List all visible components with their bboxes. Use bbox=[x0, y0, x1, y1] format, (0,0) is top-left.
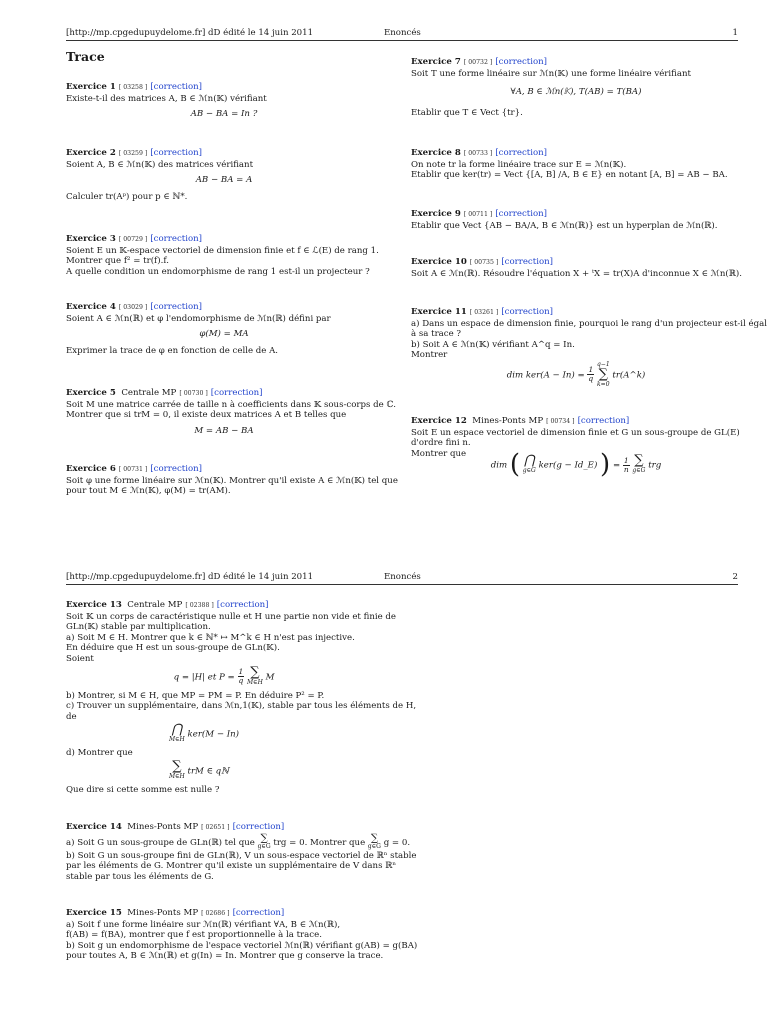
right-paren: ) bbox=[600, 450, 611, 481]
equation-lhs: dim ker(A − In) = bbox=[506, 370, 585, 381]
exercise-3 bbox=[66, 234, 382, 277]
exercise-label: Exercice 5 bbox=[66, 388, 116, 398]
statement-line: pour tout M ∈ ℳn(𝕂), φ(M) = tr(AM). bbox=[66, 486, 231, 497]
exercise-14 bbox=[66, 822, 417, 882]
sum-operator bbox=[168, 758, 185, 781]
intersection-operator bbox=[169, 724, 185, 744]
exercise-heading bbox=[66, 908, 382, 920]
intersection-index: g∈G bbox=[522, 467, 536, 475]
exercise-label: Exercice 15 bbox=[66, 908, 122, 918]
statement-line: A quelle condition un endomorphisme de rang 1 est-il un projecteur ? bbox=[66, 266, 370, 277]
statement-line: à sa trace ? bbox=[411, 329, 462, 340]
exercise-ref: [ 02651 ] bbox=[201, 824, 230, 831]
statement-line: Soient A, B ∈ ℳn(𝕂) des matrices vérifiant bbox=[66, 159, 254, 170]
statement-line: Que dire si cette somme est nulle ? bbox=[66, 784, 220, 795]
equation-rhs: trg bbox=[648, 460, 662, 471]
intersection-symbol: ⋂ bbox=[523, 453, 535, 469]
statement-line: de bbox=[66, 711, 77, 722]
sum-lower-limit: M∈H bbox=[168, 772, 185, 780]
statement-line: Soient bbox=[66, 653, 94, 664]
exercise-12 bbox=[411, 416, 741, 481]
sigma-symbol: ∑ bbox=[172, 758, 182, 774]
exercise-13 bbox=[66, 600, 417, 796]
statement-line: f(AB) = f(BA), montrer que f est proportionnelle à la trace. bbox=[66, 930, 322, 941]
display-equation: M = AB − BA bbox=[194, 425, 254, 436]
statement-line: Soit T une forme linéaire sur ℳn(𝕂) une forme linéaire vérifiant bbox=[411, 68, 691, 79]
page-title: Trace bbox=[66, 49, 105, 64]
exercise-label: Exercice 10 bbox=[411, 257, 467, 267]
statement-line: Montrer que f² = tr(f).f. bbox=[66, 256, 169, 267]
statement-line: Etablir que Vect {AB − BA/A, B ∈ ℳn(ℝ)} est un hyperplan de ℳn(ℝ). bbox=[411, 220, 718, 231]
exercise-ref: [ 02686 ] bbox=[201, 910, 230, 917]
sum-lower-limit: g∈G bbox=[367, 842, 381, 850]
exercise-ref: [ 00729 ] bbox=[118, 236, 148, 243]
correction-link[interactable]: [correction] bbox=[495, 57, 548, 67]
correction-link[interactable]: [correction] bbox=[150, 464, 203, 474]
fraction-denominator: q bbox=[238, 676, 244, 686]
display-equation bbox=[16, 758, 382, 781]
exercise-heading bbox=[66, 822, 382, 834]
statement-line: Existe-t-il des matrices A, B ∈ ℳn(𝕂) vérifiant bbox=[66, 93, 267, 104]
exercise-heading bbox=[411, 57, 741, 69]
statement-line: Soit 𝕂 un corps de caractéristique nulle et H une partie non vide et finie de bbox=[66, 611, 397, 622]
sigma-symbol: ∑ bbox=[634, 453, 644, 469]
statement-line: Montrer que bbox=[411, 448, 467, 459]
sum-operator bbox=[597, 361, 610, 389]
exercise-label: Exercice 3 bbox=[66, 234, 116, 244]
display-equation: φ(M) = MA bbox=[199, 329, 249, 340]
sum-operator bbox=[258, 834, 271, 851]
exercise-9 bbox=[411, 209, 741, 231]
sum-operator bbox=[632, 455, 645, 475]
display-equation: AB − BA = In ? bbox=[190, 109, 258, 120]
correction-link[interactable]: [correction] bbox=[577, 416, 630, 426]
exercise-label: Exercice 14 bbox=[66, 822, 122, 832]
sum-operator bbox=[247, 664, 263, 687]
exercise-ref: [ 03258 ] bbox=[118, 84, 148, 91]
header-source: [http://mp.cpgedupuydelome.fr] dD édité le 14 juin 2011 bbox=[66, 28, 314, 38]
fraction-numerator: 1 bbox=[588, 365, 594, 375]
exercise-source: Mines-Ponts MP bbox=[127, 822, 199, 832]
exercise-ref: [ 03259 ] bbox=[118, 150, 148, 157]
exercise-ref: [ 00711 ] bbox=[463, 211, 493, 218]
exercise-source: Centrale MP bbox=[121, 388, 177, 398]
statement-line: c) Trouver un supplémentaire, dans ℳn,1(𝕂), stable par tous les éléments de H, bbox=[66, 701, 417, 712]
exercise-10 bbox=[411, 257, 741, 279]
exercise-source: Mines-Ponts MP bbox=[472, 416, 544, 426]
page-header bbox=[66, 28, 738, 41]
statement-line: b) Montrer, si M ∈ H, que MP = PM = P. En déduire P² = P. bbox=[66, 690, 325, 701]
header-section: Enoncés bbox=[384, 572, 421, 582]
fraction-denominator: q bbox=[588, 374, 594, 384]
correction-link[interactable]: [correction] bbox=[232, 908, 285, 918]
exercise-heading bbox=[66, 600, 382, 612]
statement-part: g = 0. bbox=[383, 837, 411, 848]
correction-link[interactable]: [correction] bbox=[216, 600, 269, 610]
exercise-label: Exercice 7 bbox=[411, 57, 461, 67]
exercise-label: Exercice 2 bbox=[66, 148, 116, 158]
exercise-heading bbox=[66, 148, 382, 160]
statement-line: b) Soit A ∈ ℳn(𝕂) vérifiant A^q = In. bbox=[411, 339, 575, 350]
exercise-label: Exercice 4 bbox=[66, 302, 116, 312]
statement-line: Calculer tr(Aᵖ) pour p ∈ ℕ*. bbox=[66, 191, 188, 202]
fraction-numerator: 1 bbox=[238, 667, 244, 677]
statement-line: On note tr la forme linéaire trace sur E = ℳn(𝕂). bbox=[411, 159, 627, 170]
statement-line: a) Dans un espace de dimension finie, pourquoi le rang d'un projecteur est-il égal bbox=[411, 318, 767, 329]
dim-operator: dim bbox=[490, 460, 508, 471]
sigma-symbol: ∑ bbox=[250, 664, 260, 680]
correction-link[interactable]: [correction] bbox=[495, 148, 548, 158]
exercise-heading bbox=[66, 302, 382, 314]
intersection-operator bbox=[523, 455, 536, 475]
left-paren: ( bbox=[509, 450, 521, 481]
statement-line: par les éléments de G. Montrer qu'il existe un supplémentaire de V dans ℝⁿ bbox=[66, 861, 397, 872]
exercise-1 bbox=[66, 82, 382, 126]
statement-line: Montrer que si trM = 0, il existe deux matrices A et B telles que bbox=[66, 410, 347, 421]
exercise-heading bbox=[411, 416, 741, 428]
statement-line: d'ordre fini n. bbox=[411, 438, 471, 449]
exercise-15 bbox=[66, 908, 418, 962]
statement-line: Exprimer la trace de φ en fonction de celle de A. bbox=[66, 345, 279, 356]
sum-lower-limit: g∈G bbox=[257, 842, 271, 850]
exercise-source: Mines-Ponts MP bbox=[127, 908, 199, 918]
exercise-label: Exercice 12 bbox=[411, 416, 467, 426]
exercise-heading bbox=[411, 209, 741, 221]
exercise-label: Exercice 9 bbox=[411, 209, 461, 219]
exercise-2 bbox=[66, 148, 382, 202]
statement-part: trg = 0. Montrer que bbox=[273, 837, 366, 848]
intersection-index: M∈H bbox=[168, 736, 185, 744]
statement-line: d) Montrer que bbox=[66, 748, 133, 759]
display-equation: AB − BA = A bbox=[195, 175, 253, 186]
equation-rhs: M bbox=[265, 672, 275, 683]
page-header bbox=[66, 572, 738, 585]
sigma-symbol: ∑ bbox=[598, 366, 608, 382]
exercise-heading bbox=[66, 82, 382, 94]
statement-line: GLn(𝕂) stable par multiplication. bbox=[66, 622, 211, 633]
equation-rhs: trM ∈ qℕ bbox=[187, 766, 230, 777]
exercise-heading bbox=[411, 307, 741, 319]
exercise-ref: [ 03029 ] bbox=[118, 304, 148, 311]
exercise-ref: [ 00731 ] bbox=[118, 466, 148, 473]
exercise-6 bbox=[66, 464, 398, 497]
exercise-label: Exercice 13 bbox=[66, 600, 122, 610]
exercise-ref: [ 00730 ] bbox=[179, 390, 208, 397]
exercise-11 bbox=[411, 307, 767, 389]
page-2 bbox=[0, 568, 768, 1024]
display-equation bbox=[411, 361, 741, 389]
statement-line: Soient E un 𝕂-espace vectoriel de dimension finie et f ∈ ℒ(E) de rang 1. bbox=[66, 245, 379, 256]
statement-line: stable par tous les éléments de G. bbox=[66, 871, 214, 882]
sigma-symbol: ∑ bbox=[260, 832, 268, 844]
statement-line: Soit φ une forme linéaire sur ℳn(𝕂). Montrer qu'il existe A ∈ ℳn(𝕂) tel que bbox=[66, 475, 398, 486]
equation-rhs: tr(A^k) bbox=[612, 370, 646, 381]
sum-upper-limit: q−1 bbox=[596, 360, 610, 368]
statement-line: a) Soit f une forme linéaire sur ℳn(ℝ) vérifiant ∀A, B ∈ ℳn(ℝ), bbox=[66, 919, 341, 930]
correction-link[interactable]: [correction] bbox=[495, 209, 548, 219]
exercise-label: Exercice 8 bbox=[411, 148, 461, 158]
equation-lhs: q = |H| et P = bbox=[173, 672, 235, 683]
exercise-label: Exercice 6 bbox=[66, 464, 116, 474]
exercise-heading bbox=[411, 257, 741, 269]
header-section: Enoncés bbox=[384, 28, 421, 38]
statement-line: b) Soit G un sous-groupe fini de GLn(ℝ), V un sous-espace vectoriel de ℝⁿ stable bbox=[66, 850, 417, 861]
sum-lower-limit: M∈H bbox=[247, 678, 263, 686]
sigma-symbol: ∑ bbox=[370, 832, 378, 844]
correction-link[interactable]: [correction] bbox=[232, 822, 285, 832]
correction-link[interactable]: [correction] bbox=[150, 302, 203, 312]
correction-link[interactable]: [correction] bbox=[150, 82, 203, 92]
exercise-label: Exercice 1 bbox=[66, 82, 116, 92]
fraction bbox=[623, 457, 630, 474]
statement-part: a) Soit G un sous-groupe de GLn(ℝ) tel que bbox=[66, 837, 255, 848]
exercise-ref: [ 02388 ] bbox=[185, 602, 214, 609]
exercise-source: Centrale MP bbox=[127, 600, 183, 610]
exercise-ref: [ 00732 ] bbox=[463, 59, 493, 66]
exercise-heading bbox=[66, 464, 382, 476]
sum-operator bbox=[368, 834, 381, 851]
exercise-ref: [ 00733 ] bbox=[463, 150, 493, 157]
correction-link[interactable]: [correction] bbox=[501, 257, 553, 267]
correction-link[interactable]: [correction] bbox=[150, 234, 203, 244]
kernel-term: ker(M − In) bbox=[187, 729, 240, 740]
exercise-heading bbox=[66, 388, 382, 400]
exercise-8 bbox=[411, 148, 741, 181]
exercise-ref: [ 03261 ] bbox=[469, 309, 499, 316]
exercise-ref: [ 00734 ] bbox=[546, 418, 575, 425]
statement-line: En déduire que H est un sous-groupe de GLn(𝕂). bbox=[66, 643, 280, 654]
fraction-numerator: 1 bbox=[623, 455, 629, 465]
exercise-5 bbox=[66, 388, 397, 442]
statement-line: Etablir que T ∈ Vect {tr}. bbox=[411, 107, 523, 118]
kernel-term: ker(g − Id_E) bbox=[538, 460, 598, 471]
exercise-heading bbox=[411, 148, 741, 160]
exercise-7 bbox=[411, 57, 741, 118]
statement-line: Soient A ∈ ℳn(ℝ) et φ l'endomorphisme de ℳn(ℝ) défini par bbox=[66, 313, 331, 324]
equals-sign: = bbox=[612, 460, 621, 471]
statement-line: a) Soit M ∈ H. Montrer que k ∈ ℕ* ↦ M^k ∈ H n'est pas injective. bbox=[66, 632, 355, 643]
statement-line: Soit A ∈ ℳn(ℝ). Résoudre l'équation X + ᵗX = tr(X)A d'inconnue X ∈ ℳn(ℝ). bbox=[411, 268, 742, 279]
statement-line: Soit M une matrice carrée de taille n à coefficients dans 𝕂 sous-corps de ℂ. bbox=[66, 399, 397, 410]
correction-link[interactable]: [correction] bbox=[210, 388, 263, 398]
display-equation bbox=[26, 724, 382, 744]
exercise-heading bbox=[66, 234, 382, 246]
correction-link[interactable]: [correction] bbox=[501, 307, 553, 317]
exercise-4 bbox=[66, 302, 382, 356]
statement-line bbox=[66, 832, 411, 851]
statement-line: Soit E un espace vectoriel de dimension finie et G un sous-groupe de GL(E) bbox=[411, 427, 740, 438]
statement-line: b) Soit g un endomorphisme de l'espace vectoriel ℳn(ℝ) vérifiant g(AB) = g(BA) bbox=[66, 940, 418, 951]
statement-line: Etablir que ker(tr) = Vect {[A, B] /A, B ∈ E} en notant [A, B] = AB − BA. bbox=[411, 170, 728, 181]
display-equation: ∀A, B ∈ ℳn(𝕂), T(AB) = T(BA) bbox=[510, 87, 642, 98]
fraction bbox=[587, 366, 594, 383]
exercise-label: Exercice 11 bbox=[411, 307, 467, 317]
fraction-denominator: n bbox=[623, 464, 629, 474]
display-equation bbox=[66, 664, 382, 687]
exercise-ref: [ 00735 ] bbox=[469, 259, 499, 266]
statement-line: pour toutes A, B ∈ ℳn(ℝ) et g(In) = In. Montrer que g conserve la trace. bbox=[66, 951, 384, 962]
header-page-number: 2 bbox=[732, 572, 738, 582]
fraction bbox=[238, 668, 245, 685]
sum-lower-limit: k=0 bbox=[597, 380, 610, 388]
statement-line: Montrer bbox=[411, 350, 448, 361]
header-page-number: 1 bbox=[732, 28, 738, 38]
correction-link[interactable]: [correction] bbox=[150, 148, 203, 158]
intersection-symbol: ⋂ bbox=[171, 722, 183, 738]
sum-lower-limit: g∈G bbox=[632, 467, 646, 475]
header-source: [http://mp.cpgedupuydelome.fr] dD édité le 14 juin 2011 bbox=[66, 572, 314, 582]
